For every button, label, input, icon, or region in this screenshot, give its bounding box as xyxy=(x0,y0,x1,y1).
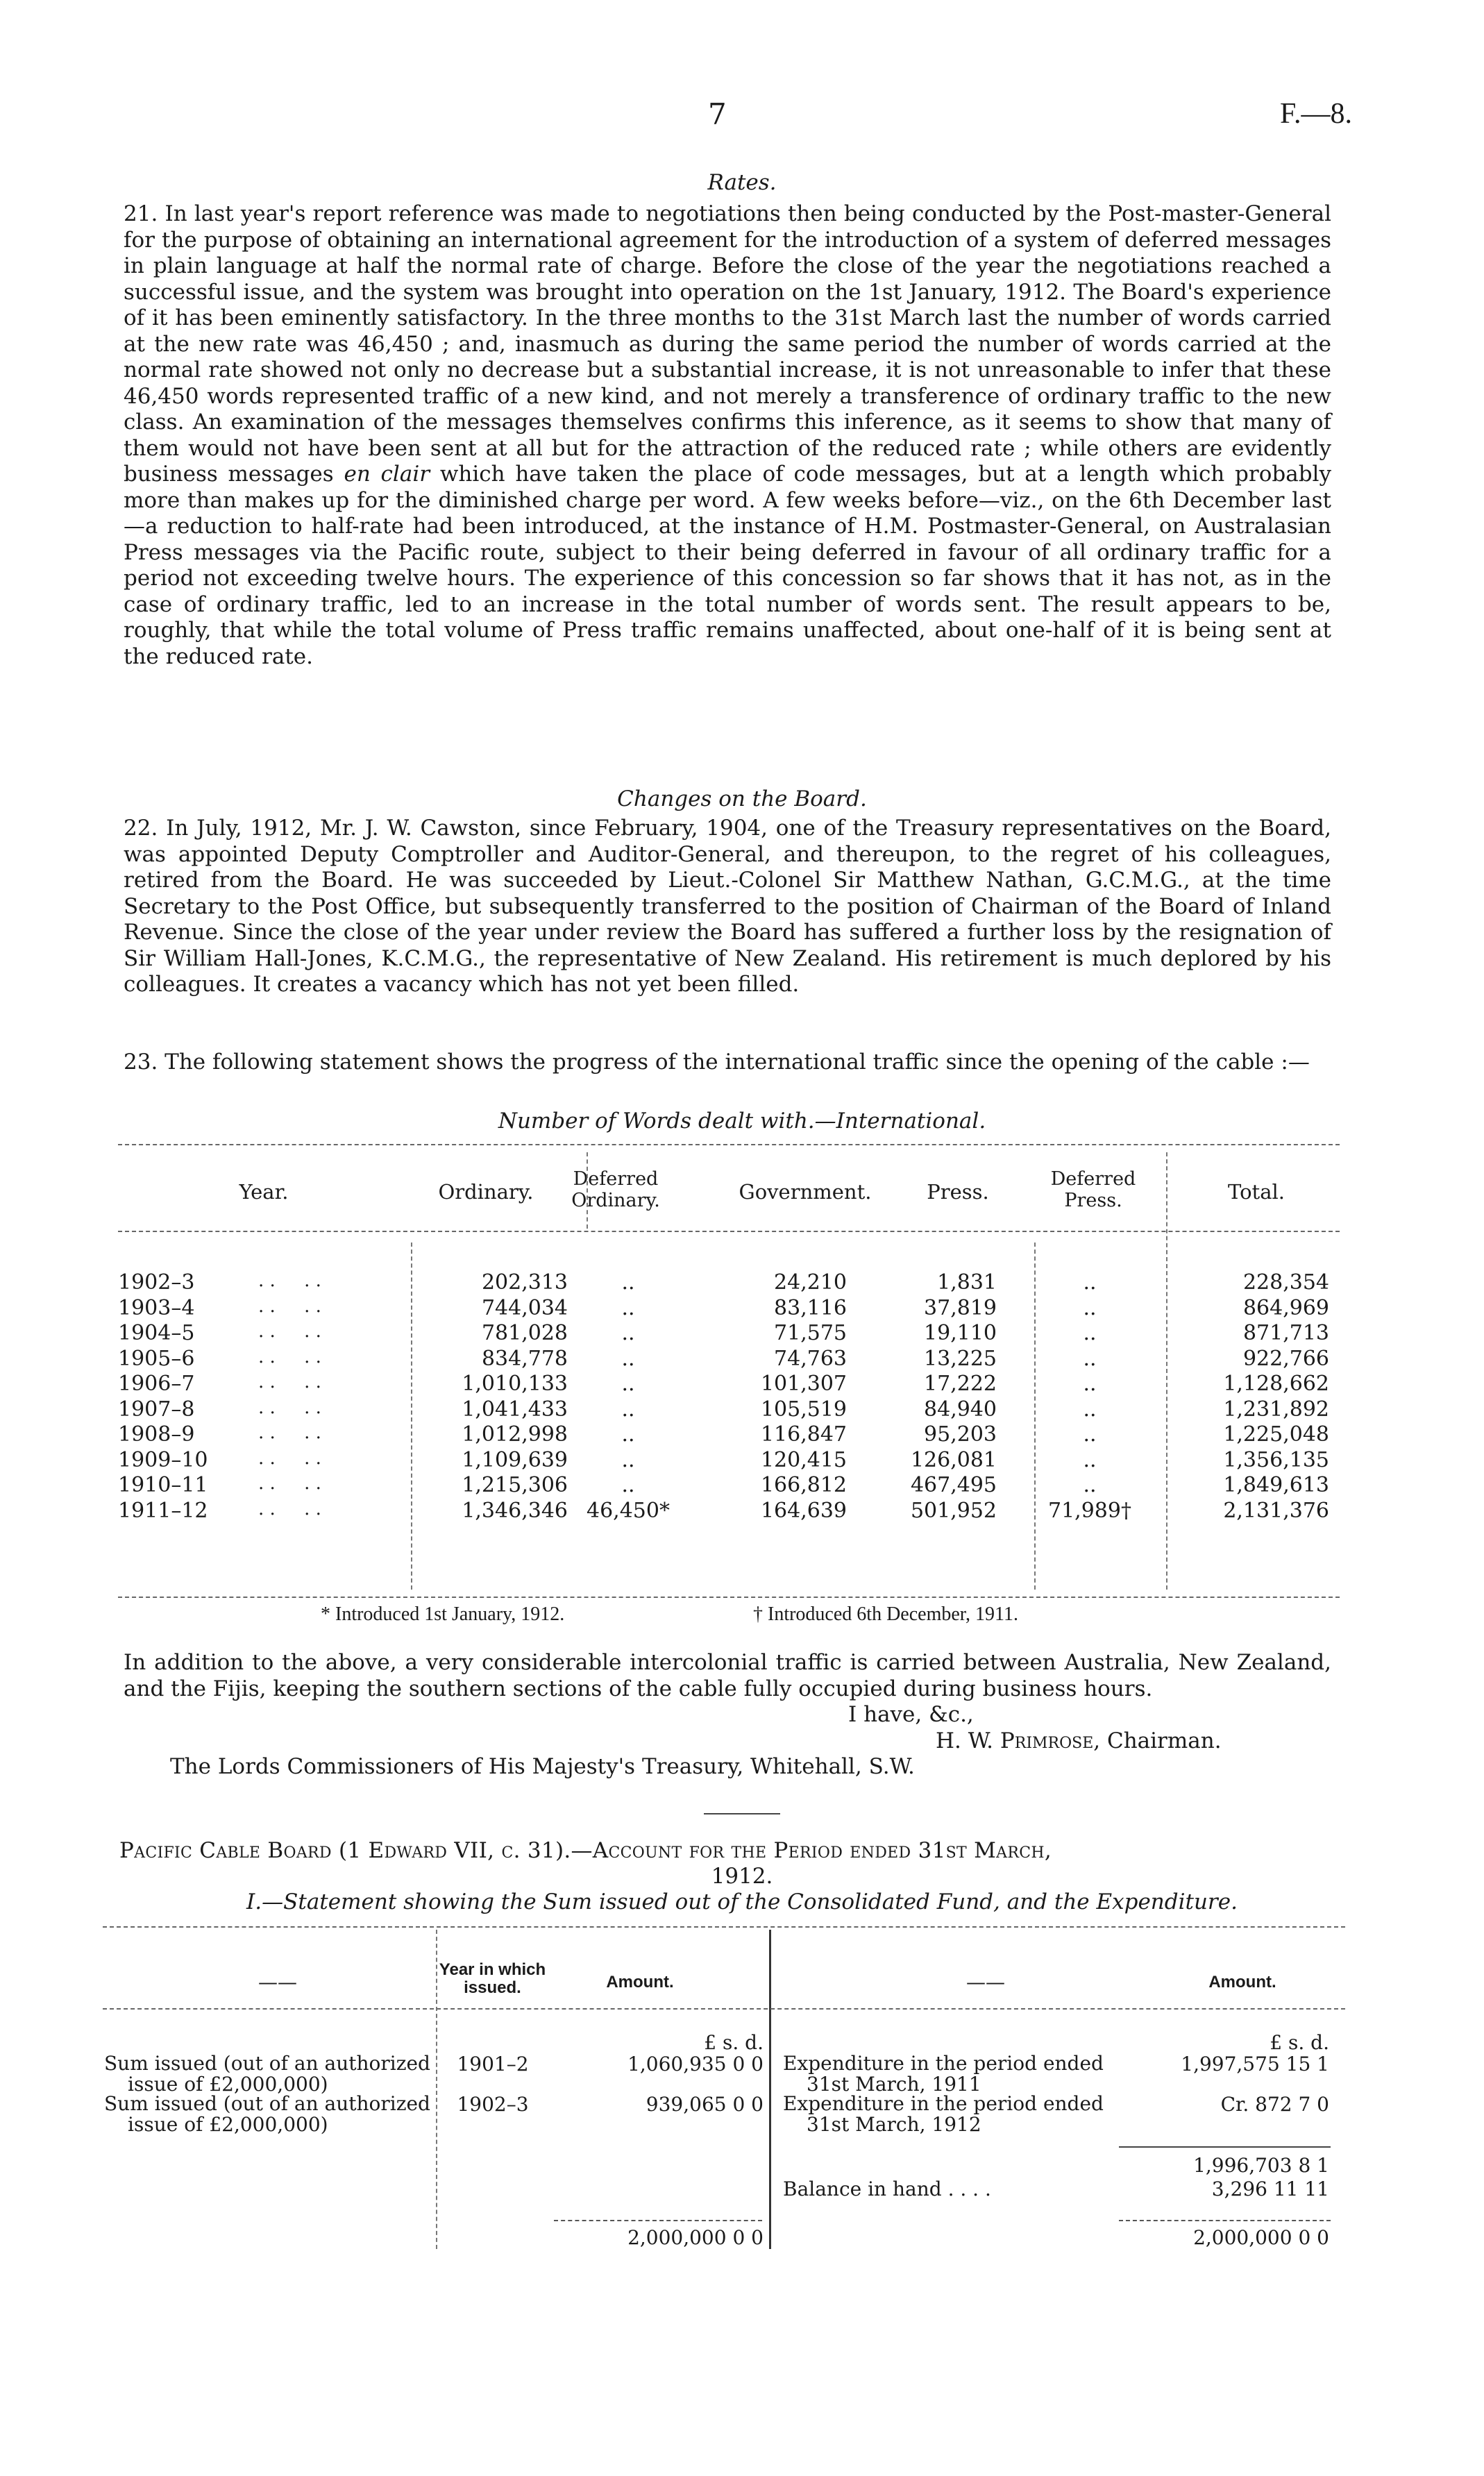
left-total-rule xyxy=(554,2220,762,2221)
right-row-label: Expenditure in the period ended 31st March, 1912 xyxy=(783,2092,1104,2136)
closing-salutation: I have, &c., xyxy=(848,1702,974,1727)
cell-year: 1907–8 xyxy=(118,1397,195,1422)
traffic-table-caption: Number of Words dealt with.—International. xyxy=(498,1109,986,1134)
cell-government: 101,307 xyxy=(760,1372,847,1396)
cell-year: 1906–7 xyxy=(118,1372,195,1396)
cell-year: 1902–3 xyxy=(118,1270,195,1295)
cell-deferred-ordinary: 46,450* xyxy=(587,1498,670,1523)
cell-total: 1,225,048 xyxy=(1223,1422,1329,1447)
cell-press: 95,203 xyxy=(924,1422,997,1447)
table-header-rule xyxy=(118,1231,1340,1232)
cell-total: 1,231,892 xyxy=(1223,1397,1329,1422)
cell-deferred-press: .. xyxy=(1083,1321,1097,1345)
cell-year: 1909–10 xyxy=(118,1447,208,1472)
footnote-deferred-press: † Introduced 6th December, 1911. xyxy=(753,1603,1018,1625)
left-row-amount: 939,065 0 0 xyxy=(646,2093,764,2116)
header-ordinary: Ordinary. xyxy=(438,1180,534,1204)
addressee: The Lords Commissioners of His Majesty's Treasury, Whitehall, S.W. xyxy=(170,1754,915,1779)
cell-year: 1911–12 xyxy=(118,1498,208,1523)
cell-press: 17,222 xyxy=(924,1372,997,1396)
left-row-year: 1902–3 xyxy=(457,2093,529,2116)
leader-dots: . . . . xyxy=(258,1270,321,1291)
cell-total: 922,766 xyxy=(1242,1346,1329,1371)
right-row-amount: 1,997,575 15 1 xyxy=(1181,2053,1329,2075)
table-bottom-rule xyxy=(118,1597,1340,1598)
account-title-year: 1912. xyxy=(711,1864,773,1889)
cell-ordinary: 1,012,998 xyxy=(462,1422,568,1447)
cell-year: 1904–5 xyxy=(118,1321,195,1345)
cell-year: 1908–9 xyxy=(118,1422,195,1447)
cell-year: 1903–4 xyxy=(118,1295,195,1320)
section-heading-board: Changes on the Board. xyxy=(617,786,867,811)
cell-total: 1,128,662 xyxy=(1223,1372,1329,1396)
cell-deferred-ordinary: .. xyxy=(621,1447,635,1472)
cell-deferred-press: .. xyxy=(1083,1422,1097,1447)
paragraph-23: 23. The following statement shows the progress of the international traffic since the opening of the cable :— xyxy=(124,1050,1310,1075)
cell-government: 74,763 xyxy=(774,1346,847,1371)
leader-dots: . . . . xyxy=(258,1447,321,1469)
table-top-rule xyxy=(118,1144,1340,1145)
cell-deferred-ordinary: .. xyxy=(621,1346,635,1371)
cell-deferred-press: .. xyxy=(1083,1346,1097,1371)
header-total: Total. xyxy=(1228,1180,1285,1204)
document-reference: F.—8. xyxy=(1280,98,1352,130)
cell-deferred-ordinary: .. xyxy=(621,1270,635,1295)
section-separator xyxy=(704,1813,780,1814)
page-header xyxy=(0,97,1484,139)
header-press: Press. xyxy=(927,1180,989,1204)
section-heading-rates: Rates. xyxy=(707,170,777,195)
year-header: Year in which issued. xyxy=(439,1960,546,1997)
cell-deferred-ordinary: .. xyxy=(621,1422,635,1447)
leader-dots: . . . . xyxy=(258,1372,321,1392)
right-dash: —— xyxy=(966,1971,1005,1994)
cell-year: 1905–6 xyxy=(118,1346,195,1371)
table-column-rule xyxy=(587,1152,588,1229)
signature xyxy=(936,1728,1222,1753)
right-subtotal-rule xyxy=(1119,2146,1331,2148)
cell-press: 501,952 xyxy=(910,1498,997,1523)
leader-dots: . . . . xyxy=(258,1422,321,1443)
cell-ordinary: 834,778 xyxy=(481,1346,568,1371)
account-top-rule xyxy=(103,1926,1345,1928)
cell-total: 228,354 xyxy=(1242,1270,1329,1295)
left-row-label: Sum issued (out of an authorized issue of £2,000,000) xyxy=(104,2092,430,2136)
right-total: 2,000,000 0 0 xyxy=(1193,2226,1329,2249)
table-column-rule xyxy=(1034,1243,1036,1590)
cell-government: 71,575 xyxy=(774,1321,847,1345)
left-row-label: Sum issued (out of an authorized issue of £2,000,000) xyxy=(104,2052,430,2096)
cell-total: 864,969 xyxy=(1242,1295,1329,1320)
cell-government: 120,415 xyxy=(760,1447,847,1472)
footnote-deferred-ordinary: * Introduced 1st January, 1912. xyxy=(321,1603,565,1625)
cell-press: 84,940 xyxy=(924,1397,997,1422)
cell-ordinary: 744,034 xyxy=(481,1295,568,1320)
cell-government: 116,847 xyxy=(760,1422,847,1447)
leader-dots: . . . . xyxy=(258,1473,321,1494)
paragraph-21-text-b: which have taken the place of code messages, but at a length which probably more than makes up for the diminished charge per word. A few weeks before—viz., on the 6th December last—a reduction to half-rate had been introduced, at the instance of H.M. Postmaster-General, on Australasian Press messages via the Pacific route, subject to their being deferred in favour of all ordinary traffic for a period not exceeding twelve hours. The experience of this concession so far shows that it has not, as in the case of ordinary traffic, led to an increase in the total number of words sent. The result appears to be, roughly, that while the total volume of Press traffic remains unaffected, about one-half of it is being sent at the reduced rate. xyxy=(124,462,1331,669)
page-number: 7 xyxy=(708,97,727,131)
cell-press: 37,819 xyxy=(924,1295,997,1320)
cell-press: 19,110 xyxy=(924,1321,997,1345)
cell-deferred-press: .. xyxy=(1083,1270,1097,1295)
amount-header: Amount. xyxy=(606,1973,674,1991)
cell-total: 1,356,135 xyxy=(1223,1447,1329,1472)
cell-year: 1910–11 xyxy=(118,1473,208,1497)
leader-dots: . . . . xyxy=(258,1498,321,1519)
cell-deferred-ordinary: .. xyxy=(621,1295,635,1320)
cell-ordinary: 1,109,639 xyxy=(462,1447,568,1472)
cell-government: 166,812 xyxy=(760,1473,847,1497)
cell-press: 1,831 xyxy=(937,1270,997,1295)
cell-government: 83,116 xyxy=(774,1295,847,1320)
cell-ordinary: 781,028 xyxy=(481,1321,568,1345)
cell-ordinary: 202,313 xyxy=(481,1270,568,1295)
cell-total: 1,849,613 xyxy=(1223,1473,1329,1497)
cell-deferred-ordinary: .. xyxy=(621,1397,635,1422)
header-year: Year. xyxy=(239,1180,289,1204)
cell-deferred-press: .. xyxy=(1083,1372,1097,1396)
left-row-year: 1901–2 xyxy=(457,2053,529,2075)
leader-dots: . . . . xyxy=(258,1397,321,1418)
signature-name: H. W. Primrose xyxy=(936,1728,1094,1753)
right-row-label: Expenditure in the period ended 31st March, 1911 xyxy=(783,2052,1104,2096)
balance-label: Balance in hand . . . . xyxy=(783,2178,991,2200)
cell-ordinary: 1,041,433 xyxy=(462,1397,568,1422)
header-government: Government. xyxy=(739,1180,872,1204)
right-total-rule xyxy=(1119,2220,1331,2221)
left-lsd-header: £ s. d. xyxy=(704,2031,764,2054)
leader-dots: . . . . xyxy=(258,1295,321,1317)
cell-deferred-ordinary: .. xyxy=(621,1473,635,1497)
table-column-rule xyxy=(1166,1152,1167,1590)
paragraph-21-italic: en clair xyxy=(344,462,430,487)
account-subtitle: I.—Statement showing the Sum issued out of the Consolidated Fund, and the Expenditure. xyxy=(246,1889,1238,1914)
right-row-amount: Cr. 872 7 0 xyxy=(1220,2093,1329,2116)
cell-deferred-press: .. xyxy=(1083,1447,1097,1472)
cell-total: 2,131,376 xyxy=(1223,1498,1329,1523)
cell-deferred-ordinary: .. xyxy=(621,1321,635,1345)
balance-amount: 3,296 11 11 xyxy=(1211,2178,1329,2200)
left-dash: —— xyxy=(258,1971,297,1994)
cell-deferred-press: 71,989† xyxy=(1048,1498,1131,1523)
account-title: Pacific Cable Board (1 Edward VII, c. 31).—Account for the Period ended 31st March, xyxy=(119,1838,1052,1863)
cell-press: 467,495 xyxy=(910,1473,997,1497)
leader-dots: . . . . xyxy=(258,1346,321,1367)
right-lsd-header: £ s. d. xyxy=(1270,2031,1329,2054)
paragraph-22: 22. In July, 1912, Mr. J. W. Cawston, since February, 1904, one of the Treasury representatives on the Board, was appointed Deputy Comptroller and Auditor-General, and thereupon, to the regret of his colleagues, retired from the Board. He was succeeded by Lieut.-Colonel Sir Matthew Nathan, G.C.M.G., at the time Secretary to the Post Office, but subsequently transferred to the position of Chairman of the Board of Inland Revenue. Since the close of the year under review the Board has suffered a further loss by the resignation of Sir William Hall-Jones, K.C.M.G., the representative of New Zealand. His retirement is much deplored by his colleagues. It creates a vacancy which has not yet been filled. xyxy=(124,816,1331,997)
cell-ordinary: 1,010,133 xyxy=(462,1372,568,1396)
cell-deferred-press: .. xyxy=(1083,1397,1097,1422)
right-subtotal: 1,996,703 8 1 xyxy=(1193,2154,1329,2177)
cell-deferred-press: .. xyxy=(1083,1473,1097,1497)
left-total: 2,000,000 0 0 xyxy=(627,2226,764,2249)
signature-title: , Chairman. xyxy=(1093,1728,1222,1753)
left-row-amount: 1,060,935 0 0 xyxy=(627,2053,764,2075)
header-deferred-ordinary: Deferred Ordinary. xyxy=(571,1168,660,1211)
paragraph-21-text-a: 21. In last year's report reference was made to negotiations then being conducted by the Post-master-General for the purpose of obtaining an international agreement for the introduction of a system of deferred messages in plain language at half the normal rate of charge. Before the close of the year the negotiations reached a successful issue, and the system was brought into operation on the 1st January, 1912. The Board's experience of it has been eminently satisfactory. In the three months to the 31st March last the number of words carried at the new rate was 46,450 ; and, inasmuch as during the same period the number of words carried at the normal rate showed not only no decrease but a substantial increase, it is not unreasonable to infer that these 46,450 words represented traffic of a new kind, and not merely a transference of ordinary traffic to the new class. An examination of the messages themselves confirms this inference, as it seems to show that many of them would not have been sent at all but for the attraction of the reduced rate ; while others are evidently business messages xyxy=(124,201,1331,487)
cell-government: 164,639 xyxy=(760,1498,847,1523)
cell-ordinary: 1,215,306 xyxy=(462,1473,568,1497)
cell-total: 871,713 xyxy=(1242,1321,1329,1345)
cell-deferred-press: .. xyxy=(1083,1295,1097,1320)
cell-press: 13,225 xyxy=(924,1346,997,1371)
cell-ordinary: 1,346,346 xyxy=(462,1498,568,1523)
header-deferred-press: Deferred Press. xyxy=(1050,1168,1136,1211)
right-amount-header: Amount. xyxy=(1208,1973,1276,1991)
cell-press: 126,081 xyxy=(910,1447,997,1472)
cell-government: 24,210 xyxy=(774,1270,847,1295)
paragraph-21 xyxy=(124,201,1331,670)
account-divider xyxy=(769,1930,771,2249)
leader-dots: . . . . xyxy=(258,1321,321,1342)
closing-paragraph: In addition to the above, a very considerable intercolonial traffic is carried between Australia, New Zealand, and the Fijis, keeping the southern sections of the cable fully occupied during business hours. xyxy=(124,1650,1331,1701)
account-header-rule xyxy=(103,2008,1345,2010)
cell-government: 105,519 xyxy=(760,1397,847,1422)
cell-deferred-ordinary: .. xyxy=(621,1372,635,1396)
table-column-rule xyxy=(411,1243,412,1590)
